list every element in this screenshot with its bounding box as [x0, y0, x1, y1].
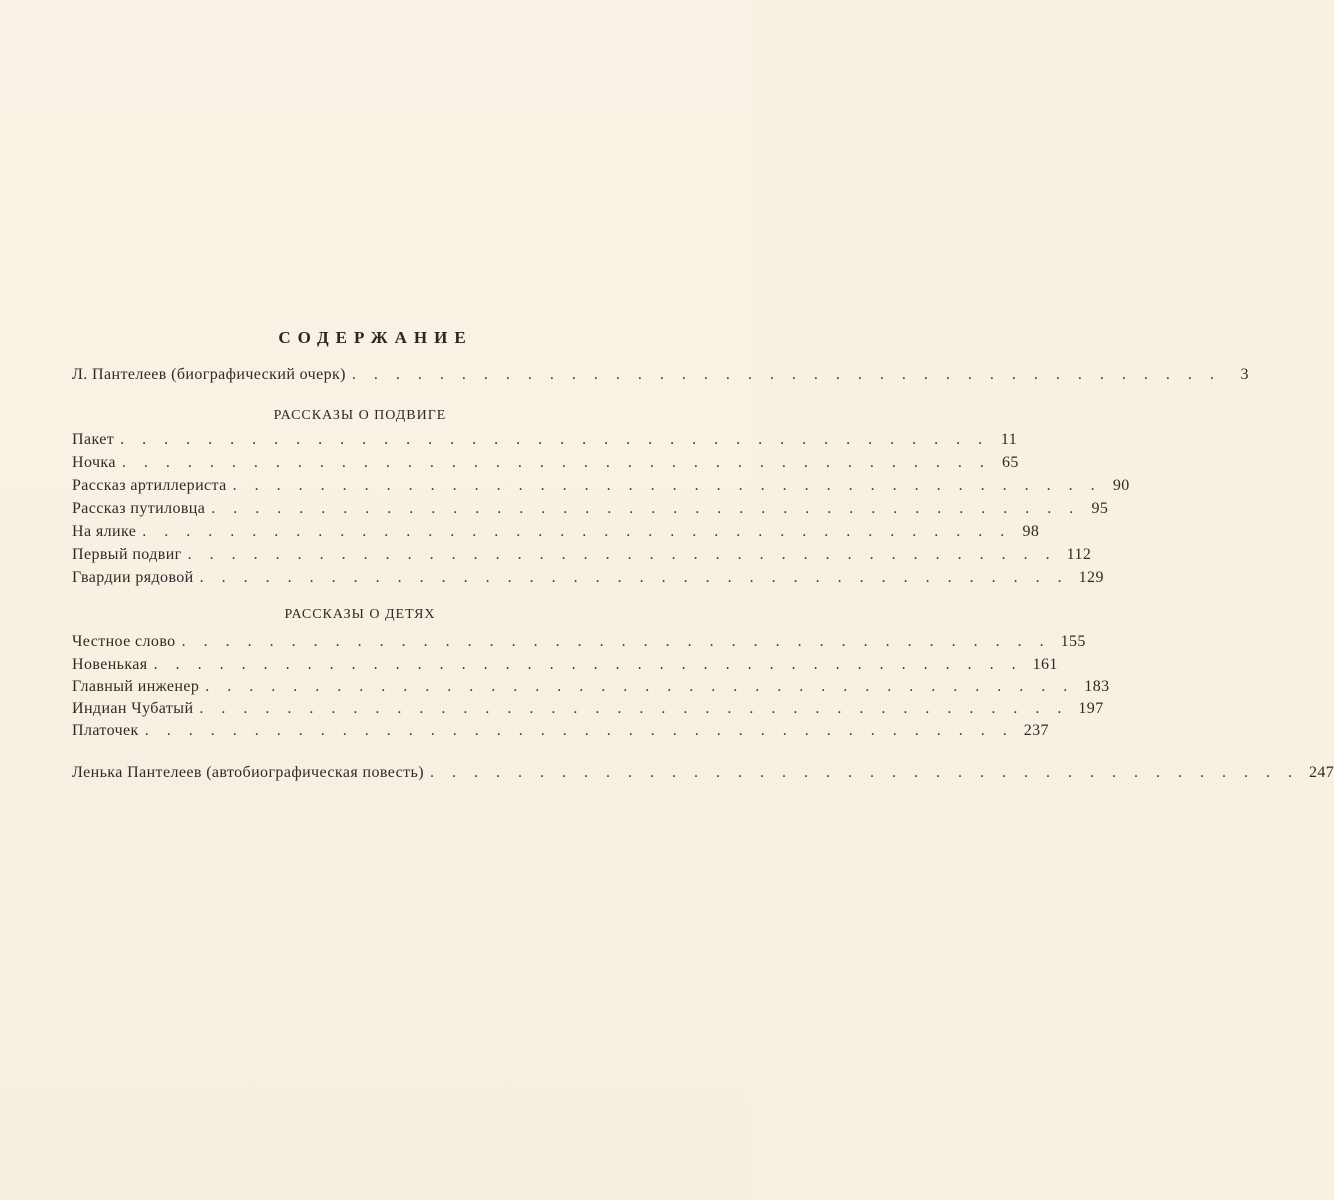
toc-entry — [72, 431, 1018, 453]
toc-entry — [72, 722, 1049, 744]
toc-entry — [72, 477, 1130, 499]
toc-entry — [72, 678, 1110, 700]
entry-page: 183 — [1084, 678, 1110, 695]
entry-title: Платочек — [72, 722, 139, 739]
entry-title: Индиан Чубатый — [72, 700, 194, 717]
entry-page: 155 — [1060, 633, 1086, 650]
entry-title: Рассказ артиллериста — [72, 477, 227, 494]
entry-title: Первый подвиг — [72, 546, 182, 563]
toc-entry — [72, 454, 1019, 476]
toc-entry — [72, 633, 1086, 655]
dot-leader: . . . . . . . . . . . . . . . . . . . . . . . . . . . . . . . . . . . . . . . . — [121, 454, 991, 471]
entry-page: 112 — [1066, 546, 1092, 563]
entry-title: Ленька Пантелеев (автобиографическая повесть) — [72, 764, 424, 781]
entry-page: 95 — [1091, 500, 1109, 517]
section-heading-feat: РАССКАЗЫ О ПОДВИГЕ — [273, 408, 447, 423]
toc-entry — [72, 523, 1040, 545]
dot-leader: . . . . . . . . . . . . . . . . . . . . . . . . . . . . . . . . . . . . . . . . — [153, 656, 1023, 673]
entry-page: 90 — [1112, 477, 1130, 494]
toc-heading: СОДЕРЖАНИЕ — [278, 328, 473, 347]
dot-leader: . . . . . . . . . . . . . . . . . . . . . . . . . . . . . . . . . . . . . . . . — [429, 764, 1299, 781]
entry-title: На ялике — [72, 523, 137, 540]
entry-page: 129 — [1078, 569, 1104, 586]
dot-leader: . . . . . . . . . . . . . . . . . . . . . . . . . . . . . . . . . . . . . . . . — [205, 678, 1075, 695]
toc-entry — [72, 569, 1104, 591]
entry-page: 237 — [1023, 722, 1049, 739]
entry-title: Новенькая — [72, 656, 148, 673]
dot-leader: . . . . . . . . . . . . . . . . . . . . . . . . . . . . . . . . . . . . . . . . — [144, 722, 1014, 739]
dot-leader: . . . . . . . . . . . . . . . . . . . . . . . . . . . . . . . . . . . . . . . . — [211, 500, 1081, 517]
entry-page: 3 — [1240, 366, 1249, 383]
dot-leader: . . . . . . . . . . . . . . . . . . . . . . . . . . . . . . . . . . . . . . . . — [199, 569, 1069, 586]
entry-page: 197 — [1078, 700, 1104, 717]
entry-page: 11 — [1000, 431, 1018, 448]
dot-leader: . . . . . . . . . . . . . . . . . . . . . . . . . . . . . . . . . . . . . . . . — [142, 523, 1012, 540]
toc-entry — [72, 700, 1104, 722]
entry-title: Л. Пантелеев (биографический очерк) — [72, 366, 346, 383]
toc-entry-intro — [72, 366, 1249, 388]
dot-leader: . . . . . . . . . . . . . . . . . . . . . . . . . . . . . . . . . . . . . . . . — [187, 546, 1057, 563]
dot-leader: . . . . . . . . . . . . . . . . . . . . . . . . . . . . . . . . . . . . . . . . — [232, 477, 1102, 494]
entry-page: 247 — [1308, 764, 1334, 781]
entry-page: 98 — [1022, 523, 1040, 540]
entry-title: Рассказ путиловца — [72, 500, 206, 517]
entry-title: Честное слово — [72, 633, 176, 650]
entry-page: 65 — [1002, 454, 1019, 471]
dot-leader: . . . . . . . . . . . . . . . . . . . . . . . . . . . . . . . . . . . . . . . . — [120, 431, 990, 448]
entry-title: Ночка — [72, 454, 116, 471]
section-heading-children: РАССКАЗЫ О ДЕТЯХ — [284, 607, 436, 622]
dot-leader: . . . . . . . . . . . . . . . . . . . . . . . . . . . . . . . . . . . . . . . . — [181, 633, 1051, 650]
entry-title: Гвардии рядовой — [72, 569, 194, 586]
entry-page: 161 — [1032, 656, 1058, 673]
dot-leader: . . . . . . . . . . . . . . . . . . . . . . . . . . . . . . . . . . . . . . . . — [199, 700, 1069, 717]
toc-entry-final — [72, 764, 1334, 786]
toc-entry — [72, 546, 1092, 568]
toc-entry — [72, 500, 1109, 522]
entry-title: Главный инженер — [72, 678, 200, 695]
toc-entry — [72, 656, 1058, 678]
dot-leader: . . . . . . . . . . . . . . . . . . . . . . . . . . . . . . . . . . . . . . . . — [351, 366, 1221, 383]
entry-title: Пакет — [72, 431, 115, 448]
